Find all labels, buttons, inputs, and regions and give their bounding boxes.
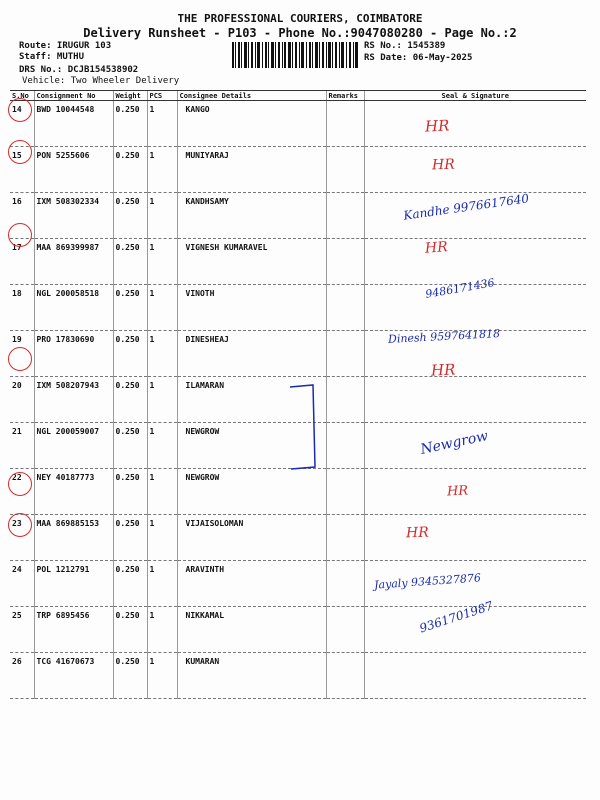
table-row [10, 653, 586, 699]
staff-label: Staff: MUTHU [19, 52, 85, 62]
handwritten-signature: Newgrow [419, 428, 490, 458]
sno-cell: 17 [10, 239, 34, 285]
remarks-cell [326, 515, 364, 561]
vehicle-label: Vehicle: Two Wheeler Delivery [22, 76, 180, 86]
col-header-pcs: PCS [147, 91, 177, 101]
pcs-cell: 1 [147, 423, 177, 469]
pcs-cell: 1 [147, 193, 177, 239]
consignee-cell: KUMARAN [177, 653, 326, 699]
handwritten-signature: HR [431, 156, 456, 174]
remarks-cell [326, 377, 364, 423]
col-header-weight: Weight [113, 91, 147, 101]
remarks-cell [326, 607, 364, 653]
weight-cell: 0.250 [113, 607, 147, 653]
table-row [10, 607, 586, 653]
consignee-cell: NEWGROW [177, 423, 326, 469]
handwritten-signature: 9361701987 [417, 598, 495, 636]
handwritten-signature: HR [430, 360, 456, 380]
col-header-consignment: Consignment No [34, 91, 113, 101]
handwritten-signature: HR [446, 483, 469, 500]
handwritten-signature: HR [424, 116, 450, 136]
sno-cell: 16 [10, 193, 34, 239]
seal-signature-cell [364, 377, 586, 423]
pcs-cell: 1 [147, 653, 177, 699]
consignment-cell: TRP 6895456 [34, 607, 113, 653]
remarks-cell [326, 561, 364, 607]
pcs-cell: 1 [147, 101, 177, 147]
weight-cell: 0.250 [113, 423, 147, 469]
col-header-consignee: Consignee Details [177, 91, 326, 101]
consignee-cell: ARAVINTH [177, 561, 326, 607]
rs-number: RS No.: 1545389 [364, 41, 446, 51]
sno-cell: 23 [10, 515, 34, 561]
table-row [10, 101, 586, 147]
handwritten-signature: Dinesh 9597641818 [387, 327, 501, 346]
table-row [10, 285, 586, 331]
table-row [10, 561, 586, 607]
col-header-remarks: Remarks [326, 91, 364, 101]
sno-cell: 26 [10, 653, 34, 699]
handwritten-signature: Jayaly 9345327876 [373, 571, 482, 592]
weight-cell: 0.250 [113, 147, 147, 193]
consignee-cell: NEWGROW [177, 469, 326, 515]
consignee-cell: NIKKAMAL [177, 607, 326, 653]
remarks-cell [326, 285, 364, 331]
seal-signature-cell [364, 239, 586, 285]
seal-signature-cell [364, 147, 586, 193]
table-row [10, 147, 586, 193]
handwritten-signature: Kandhe 9976617640 [402, 191, 530, 223]
consignment-cell: TCG 41670673 [34, 653, 113, 699]
seal-signature-cell [364, 653, 586, 699]
sno-cell: 25 [10, 607, 34, 653]
handwritten-signature: HR [424, 239, 449, 257]
consignment-cell: POL 1212791 [34, 561, 113, 607]
seal-signature-cell [364, 101, 586, 147]
remarks-cell [326, 193, 364, 239]
pcs-cell: 1 [147, 239, 177, 285]
consignment-cell: NEY 40187773 [34, 469, 113, 515]
seal-signature-cell [364, 469, 586, 515]
table-row [10, 515, 586, 561]
consignment-cell: BWD 10044548 [34, 101, 113, 147]
seal-signature-cell [364, 515, 586, 561]
consignment-cell: IXM 508302334 [34, 193, 113, 239]
handwritten-signature: HR [405, 524, 430, 542]
red-circle-mark [8, 223, 32, 247]
red-circle-mark [8, 140, 32, 164]
consignee-cell: KANDHSAMY [177, 193, 326, 239]
remarks-cell [326, 101, 364, 147]
sno-cell: 22 [10, 469, 34, 515]
consignee-cell: VIGNESH KUMARAVEL [177, 239, 326, 285]
consignment-cell: PON 5255606 [34, 147, 113, 193]
consignee-cell: VIJAISOLOMAN [177, 515, 326, 561]
weight-cell: 0.250 [113, 285, 147, 331]
remarks-cell [326, 469, 364, 515]
pcs-cell: 1 [147, 147, 177, 193]
consignment-cell: NGL 200059007 [34, 423, 113, 469]
col-header-sno: S.No [10, 91, 34, 101]
drs-label: DRS No.: DCJB154538902 [19, 65, 139, 75]
remarks-cell [326, 147, 364, 193]
consignee-cell: KANGO [177, 101, 326, 147]
consignment-cell: IXM 508207943 [34, 377, 113, 423]
table-row [10, 469, 586, 515]
sno-cell: 15 [10, 147, 34, 193]
sno-cell: 21 [10, 423, 34, 469]
remarks-cell [326, 331, 364, 377]
weight-cell: 0.250 [113, 239, 147, 285]
sno-cell: 19 [10, 331, 34, 377]
weight-cell: 0.250 [113, 193, 147, 239]
consignment-cell: NGL 200058518 [34, 285, 113, 331]
handwritten-signature: 9486171436 [424, 276, 496, 301]
consignee-cell: VINOTH [177, 285, 326, 331]
weight-cell: 0.250 [113, 515, 147, 561]
consignee-cell: ILAMARAN [177, 377, 326, 423]
pcs-cell: 1 [147, 285, 177, 331]
consignment-cell: PRO 17830690 [34, 331, 113, 377]
company-title: THE PROFESSIONAL COURIERS, COIMBATORE [177, 12, 423, 25]
consignment-cell: MAA 869399987 [34, 239, 113, 285]
runsheet-title: Delivery Runsheet - P103 - Phone No.:9047080280 - Page No.:2 [83, 26, 517, 40]
remarks-cell [326, 423, 364, 469]
red-circle-mark [8, 513, 32, 537]
table-header-row [10, 91, 586, 101]
col-header-seal: Seal & Signature [364, 91, 586, 101]
weight-cell: 0.250 [113, 561, 147, 607]
red-circle-mark [8, 347, 32, 371]
sno-cell: 20 [10, 377, 34, 423]
pcs-cell: 1 [147, 561, 177, 607]
table-row [10, 239, 586, 285]
sno-cell: 18 [10, 285, 34, 331]
sno-cell: 14 [10, 101, 34, 147]
pcs-cell: 1 [147, 331, 177, 377]
red-circle-mark [8, 98, 32, 122]
consignee-cell: DINESHEAJ [177, 331, 326, 377]
weight-cell: 0.250 [113, 653, 147, 699]
red-circle-mark [8, 472, 32, 496]
bracket-mark [285, 383, 325, 473]
sno-cell: 24 [10, 561, 34, 607]
pcs-cell: 1 [147, 377, 177, 423]
pcs-cell: 1 [147, 515, 177, 561]
consignee-cell: MUNIYARAJ [177, 147, 326, 193]
remarks-cell [326, 239, 364, 285]
weight-cell: 0.250 [113, 331, 147, 377]
rs-date: RS Date: 06-May-2025 [364, 53, 473, 63]
weight-cell: 0.250 [113, 101, 147, 147]
weight-cell: 0.250 [113, 469, 147, 515]
consignment-cell: MAA 869885153 [34, 515, 113, 561]
route-label: Route: IRUGUR 103 [19, 41, 112, 51]
pcs-cell: 1 [147, 469, 177, 515]
barcode [232, 42, 358, 68]
pcs-cell: 1 [147, 607, 177, 653]
weight-cell: 0.250 [113, 377, 147, 423]
remarks-cell [326, 653, 364, 699]
